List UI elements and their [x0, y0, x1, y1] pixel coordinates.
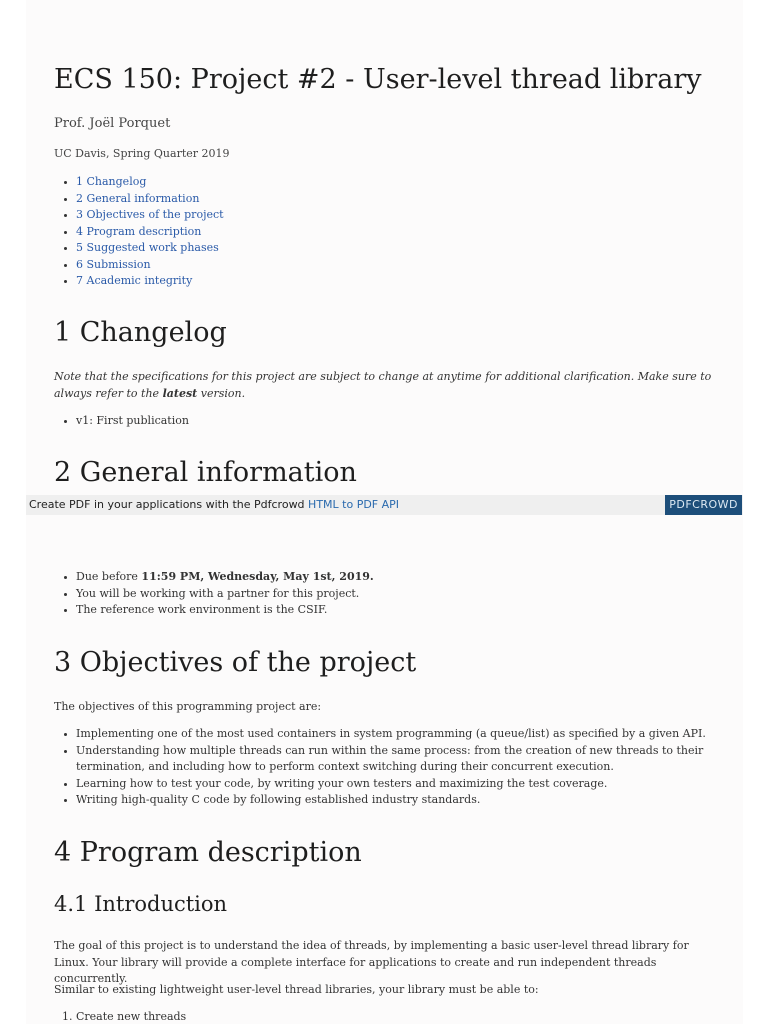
author-name: Prof. Joël Porquet	[54, 116, 171, 131]
objectives-list	[54, 726, 716, 809]
changelog-note	[54, 369, 716, 402]
due-date: 11:59 PM, Wednesday, May 1st, 2019.	[141, 570, 374, 583]
toc-item	[76, 273, 716, 290]
objectives-intro: The objectives of this programming project are:	[54, 700, 322, 713]
banner-text	[29, 498, 399, 511]
subsection-heading-introduction: 4.1 Introduction	[54, 892, 228, 916]
changelog-note-emphasis: latest	[162, 386, 198, 400]
pdfcrowd-banner	[26, 495, 743, 515]
toc-link-program-description[interactable]: 4 Program description	[76, 224, 202, 238]
introduction-paragraph: The goal of this project is to understand the idea of threads, by implementing a basic user-level thread library for Linux. Your library will provide a complete interface for applications to create and run independent threads concurrently.	[54, 939, 689, 985]
toc-link-submission[interactable]: 6 Submission	[76, 257, 151, 271]
capabilities-list	[54, 1009, 716, 1026]
changelog-note-text-end: version.	[197, 386, 246, 400]
list-item: • Understanding how multiple threads can run within the same process: from the creation of new threads to their termination, and including how to perform context switching during their concurrent execution.	[76, 743, 716, 776]
section-heading-objectives: 3 Objectives of the project	[54, 647, 417, 678]
toc-item	[76, 257, 716, 274]
list-item: 1. Create new threads	[76, 1009, 716, 1026]
list-item: • Learning how to test your code, by writing your own testers and maximizing the test coverage.	[76, 776, 716, 793]
section-heading-program-description: 4 Program description	[54, 837, 362, 868]
general-info-list	[54, 569, 716, 619]
banner-message: Create PDF in your applications with the Pdfcrowd	[29, 498, 309, 511]
affiliation: UC Davis, Spring Quarter 2019	[54, 147, 230, 160]
toc-item	[76, 174, 716, 191]
pdf-page-1	[26, 0, 743, 495]
list-item: • Writing high-quality C code by following established industry standards.	[76, 792, 716, 809]
list-item: • The reference work environment is the CSIF.	[76, 602, 716, 619]
section-heading-general-information: 2 General information	[54, 457, 357, 488]
toc-link-objectives[interactable]: 3 Objectives of the project	[76, 208, 224, 221]
list-item: • v1: First publication	[76, 413, 716, 430]
changelog-note-text: Note that the specifications for this project are subject to change at anytime for additional clarification. Make sure to always refer to the	[54, 370, 712, 400]
banner-api-link[interactable]: HTML to PDF API	[308, 498, 400, 511]
introduction-paragraph-2: Similar to existing lightweight user-level thread libraries, your library must be able to:	[54, 983, 539, 996]
document-title: ECS 150: Project #2 - User-level thread library	[54, 64, 702, 95]
toc-item	[76, 240, 716, 257]
toc-link-general-information[interactable]: 2 General information	[76, 191, 200, 205]
table-of-contents	[54, 174, 716, 290]
toc-link-academic-integrity[interactable]: 7 Academic integrity	[76, 274, 193, 287]
list-item: • Implementing one of the most used containers in system programming (a queue/list) as specified by a given API.	[76, 726, 716, 743]
list-item: • You will be working with a partner for this project.	[76, 586, 716, 603]
section-heading-changelog: 1 Changelog	[54, 317, 227, 348]
toc-link-changelog[interactable]: 1 Changelog	[76, 175, 147, 188]
toc-item	[76, 191, 716, 208]
toc-item	[76, 224, 716, 241]
pdf-page-2	[26, 515, 743, 1024]
list-item	[76, 569, 716, 586]
toc-item	[76, 207, 716, 224]
due-prefix: Due before	[76, 570, 142, 583]
changelog-list	[54, 413, 716, 430]
toc-link-work-phases[interactable]: 5 Suggested work phases	[76, 241, 219, 254]
pdfcrowd-logo-button[interactable]: PDFCROWD	[665, 495, 742, 515]
